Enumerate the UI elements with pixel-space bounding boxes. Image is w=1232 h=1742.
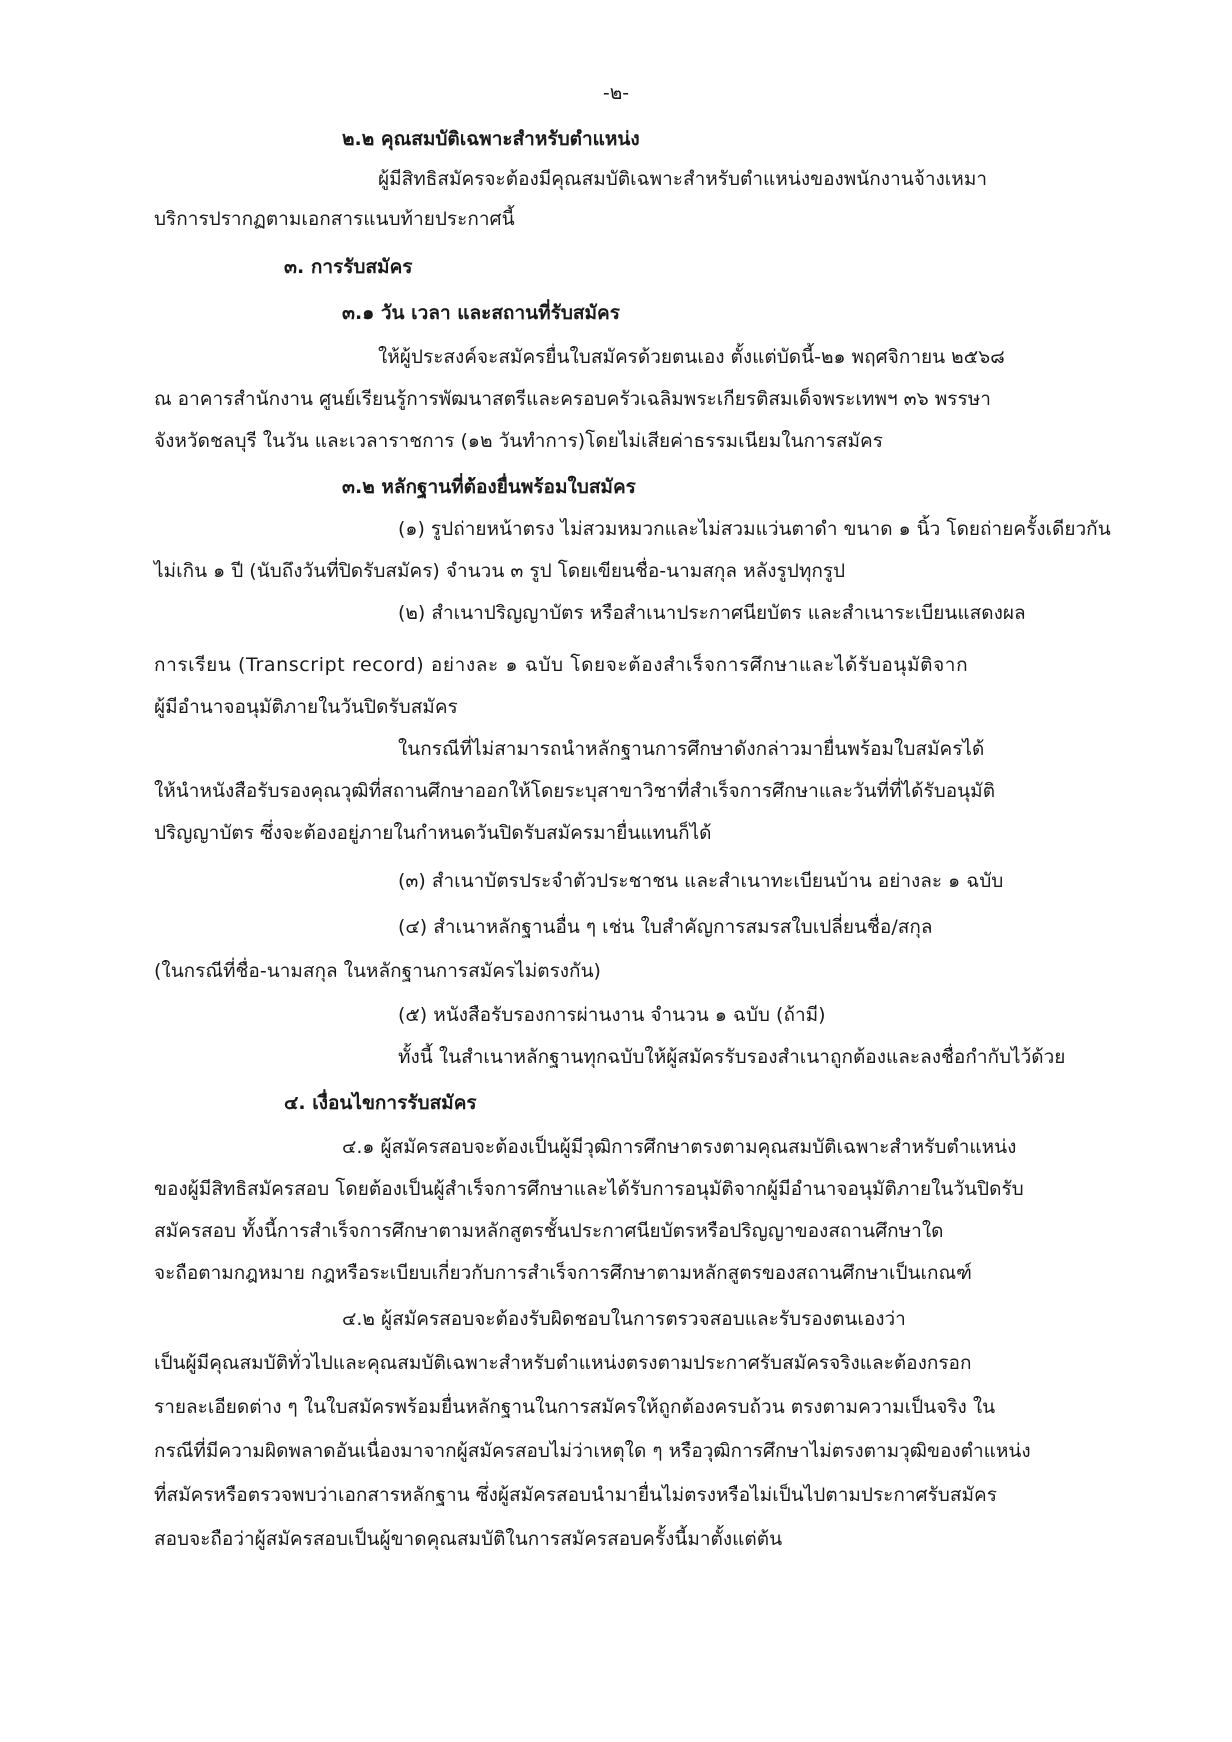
note-line-3: ปริญญาบัตร ซึ่งจะต้องอยู่ภายในกำหนดวันปิดรับสมัครมายื่นแทนก็ได้: [154, 822, 712, 844]
item-2-line-2: การเรียน (Transcript record) อย่างละ ๑ ฉบับ โดยจะต้องสำเร็จการศึกษาและได้รับอนุมัติจาก: [154, 654, 969, 676]
item-2-line-1: (๒) สำเนาปริญญาบัตร หรือสำเนาประกาศนียบัตร และสำเนาระเบียนแสดงผล: [398, 602, 1026, 624]
section-4-1-line-4: จะถือตามกฎหมาย กฎหรือระเบียบเกี่ยวกับการสำเร็จการศึกษาตามหลักสูตรของสถานศึกษาเป็นเกณฑ์: [154, 1262, 972, 1284]
note-line-1: ในกรณีที่ไม่สามารถนำหลักฐานการศึกษาดังกล่าวมายื่นพร้อมใบสมัครได้: [398, 738, 985, 760]
item-1-line-2: ไม่เกิน ๑ ปี (นับถึงวันที่ปิดรับสมัคร) จำนวน ๓ รูป โดยเขียนชื่อ-นามสกุล หลังรูปทุกรูป: [154, 560, 846, 582]
section-2-2-line-1: ผู้มีสิทธิสมัครจะต้องมีคุณสมบัติเฉพาะสำหรับตำแหน่งของพนักงานจ้างเหมา: [378, 168, 988, 190]
section-4-2-line-3: รายละเอียดต่าง ๆ ในใบสมัครพร้อมยื่นหลักฐานในการสมัครให้ถูกต้องครบถ้วน ตรงตามความเป็นจริง ใน: [154, 1396, 996, 1418]
section-4-heading: ๔. เงื่อนไขการรับสมัคร: [284, 1092, 477, 1114]
note-line-2: ให้นำหนังสือรับรองคุณวุฒิที่สถานศึกษาออกให้โดยระบุสาขาวิชาที่สำเร็จการศึกษาและวันที่ที่ได้รับอนุมัติ: [154, 780, 996, 802]
section-3-1-line-1: ให้ผู้ประสงค์จะสมัครยื่นใบสมัครด้วยตนเอง ตั้งแต่บัดนี้-๒๑ พฤศจิกายน ๒๕๖๘: [378, 346, 1005, 368]
item-3: (๓) สำเนาบัตรประจำตัวประชาชน และสำเนาทะเบียนบ้าน อย่างละ ๑ ฉบับ: [398, 870, 1004, 892]
page-number: -๒-: [602, 82, 630, 104]
item-4-line-1: (๔) สำเนาหลักฐานอื่น ๆ เช่น ใบสำคัญการสมรสใบเปลี่ยนชื่อ/สกุล: [398, 916, 933, 938]
section-3-1-line-2: ณ อาคารสำนักงาน ศูนย์เรียนรู้การพัฒนาสตรีและครอบครัวเฉลิมพระเกียรติสมเด็จพระเทพฯ ๓๖ พรรษา: [154, 388, 991, 410]
item-2-line-3: ผู้มีอำนาจอนุมัติภายในวันปิดรับสมัคร: [154, 696, 458, 718]
section-4-2-line-4: กรณีที่มีความผิดพลาดอันเนื่องมาจากผู้สมัครสอบไม่ว่าเหตุใด ๆ หรือวุฒิการศึกษาไม่ตรงตามวุฒิของตำแหน่ง: [154, 1440, 1031, 1462]
section-3-2-heading: ๓.๒ หลักฐานที่ต้องยื่นพร้อมใบสมัคร: [342, 476, 636, 498]
section-4-1-line-3: สมัครสอบ ทั้งนี้การสำเร็จการศึกษาตามหลักสูตรชั้นประกาศนียบัตรหรือปริญญาของสถานศึกษาใด: [154, 1220, 944, 1242]
section-4-2-line-1: ๔.๒ ผู้สมัครสอบจะต้องรับผิดชอบในการตรวจสอบและรับรองตนเองว่า: [342, 1308, 906, 1330]
closing-note: ทั้งนี้ ในสำเนาหลักฐานทุกฉบับให้ผู้สมัครรับรองสำเนาถูกต้องและลงชื่อกำกับไว้ด้วย: [398, 1046, 1066, 1068]
section-2-2-line-2: บริการปรากฏตามเอกสารแนบท้ายประกาศนี้: [154, 208, 515, 230]
item-5: (๕) หนังสือรับรองการผ่านงาน จำนวน ๑ ฉบับ (ถ้ามี): [398, 1004, 826, 1026]
section-3-heading: ๓. การรับสมัคร: [284, 256, 413, 278]
section-4-2-line-6: สอบจะถือว่าผู้สมัครสอบเป็นผู้ขาดคุณสมบัติในการสมัครสอบครั้งนี้มาตั้งแต่ต้น: [154, 1528, 783, 1550]
section-4-1-line-1: ๔.๑ ผู้สมัครสอบจะต้องเป็นผู้มีวุฒิการศึกษาตรงตามคุณสมบัติเฉพาะสำหรับตำแหน่ง: [342, 1136, 1017, 1158]
section-3-1-heading: ๓.๑ วัน เวลา และสถานที่รับสมัคร: [342, 302, 620, 324]
section-2-2-heading: ๒.๒ คุณสมบัติเฉพาะสำหรับตำแหน่ง: [342, 128, 640, 150]
section-4-2-line-5: ที่สมัครหรือตรวจพบว่าเอกสารหลักฐาน ซึ่งผู้สมัครสอบนำมายื่นไม่ตรงหรือไม่เป็นไปตามประกาศรับสมัคร: [154, 1484, 997, 1506]
item-1-line-1: (๑) รูปถ่ายหน้าตรง ไม่สวมหมวกและไม่สวมแว่นตาดำ ขนาด ๑ นิ้ว โดยถ่ายครั้งเดียวกัน: [398, 518, 1111, 540]
section-4-2-line-2: เป็นผู้มีคุณสมบัติทั่วไปและคุณสมบัติเฉพาะสำหรับตำแหน่งตรงตามประกาศรับสมัครจริงและต้องกรอก: [154, 1352, 972, 1374]
section-3-1-line-3: จังหวัดชลบุรี ในวัน และเวลาราชการ (๑๒ วันทำการ)โดยไม่เสียค่าธรรมเนียมในการสมัคร: [154, 430, 883, 452]
item-4-line-2: (ในกรณีที่ชื่อ-นามสกุล ในหลักฐานการสมัครไม่ตรงกัน): [154, 960, 601, 982]
section-4-1-line-2: ของผู้มีสิทธิสมัครสอบ โดยต้องเป็นผู้สำเร็จการศึกษาและได้รับการอนุมัติจากผู้มีอำนาจอนุมัติภายในวันปิดรับ: [154, 1178, 1024, 1200]
